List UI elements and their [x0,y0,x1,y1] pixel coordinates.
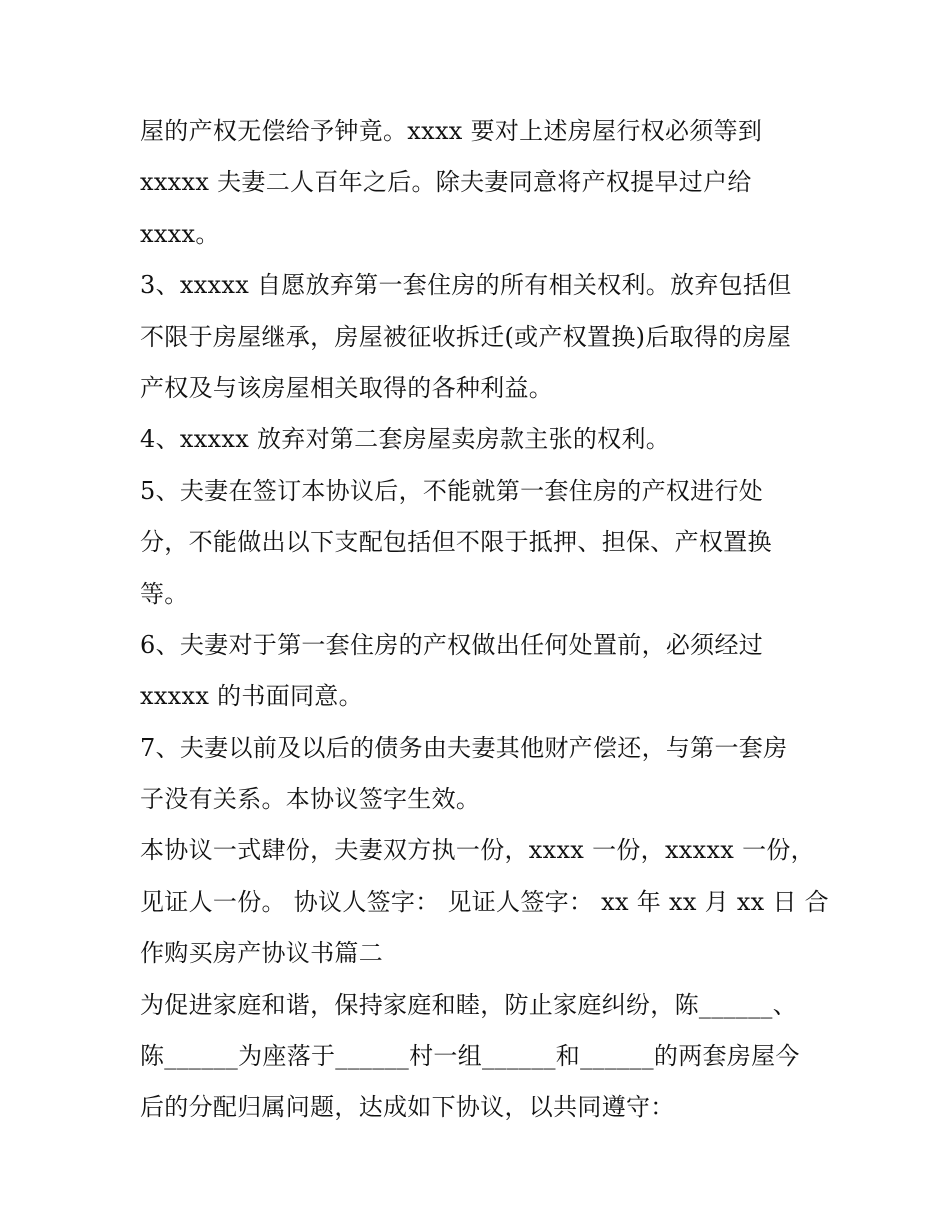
text-line-1: 屋的产权无偿给予钟竟。xxxx 要对上述房屋行权必须等到 [140,117,763,145]
clause-3-line-3: 产权及与该房屋相关取得的各种利益。 [140,373,554,402]
text-line-3: xxxx。 [140,219,220,248]
clause-7-line-2: 子没有关系。本协议签字生效。 [140,785,481,814]
intro-line-3: 后的分配归属问题，达成如下协议，以共同遵守： [140,1093,675,1122]
clause-4-line-1: 4、xxxxx 放弃对第二套房屋卖房款主张的权利。 [140,425,671,454]
clause-6-line-2: xxxxx 的书面同意。 [140,682,363,711]
clause-6-line-1: 6、夫妻对于第一套住房的产权做出任何处置前，必须经过 [140,630,764,659]
intro-line-1: 为促进家庭和谐，保持家庭和睦，防止家庭纠纷，陈______、 [140,990,797,1019]
clause-7-line-1: 7、夫妻以前及以后的债务由夫妻其他财产偿还，与第一套房 [140,733,788,762]
section-heading-part-2: 作购买房产协议书篇二 [140,939,383,968]
text-line-2: xxxxx 夫妻二人百年之后。除夫妻同意将产权提早过户给 [140,168,752,197]
clause-5-line-1: 5、夫妻在签订本协议后，不能就第一套住房的产权进行处 [140,476,764,505]
signature-line: 见证人一份。 协议人签字： 见证人签字： xx 年 xx 月 xx 日 合 [140,887,829,916]
clause-5-line-2: 分，不能做出以下支配包括但不限于抵押、担保、产权置换 [140,528,772,557]
clause-5-line-3: 等。 [140,579,189,608]
intro-line-2: 陈______为座落于______村一组______和______的两套房屋今 [140,1042,800,1071]
clause-3-line-1: 3、xxxxx 自愿放弃第一套住房的所有相关权利。放弃包括但 [140,271,792,300]
clause-3-line-2: 不限于房屋继承，房屋被征收拆迁(或产权置换)后取得的房屋 [140,322,792,351]
document-body [140,106,830,1134]
copies-line-1: 本协议一式肆份，夫妻双方执一份，xxxx 一份，xxxxx 一份， [140,836,815,865]
